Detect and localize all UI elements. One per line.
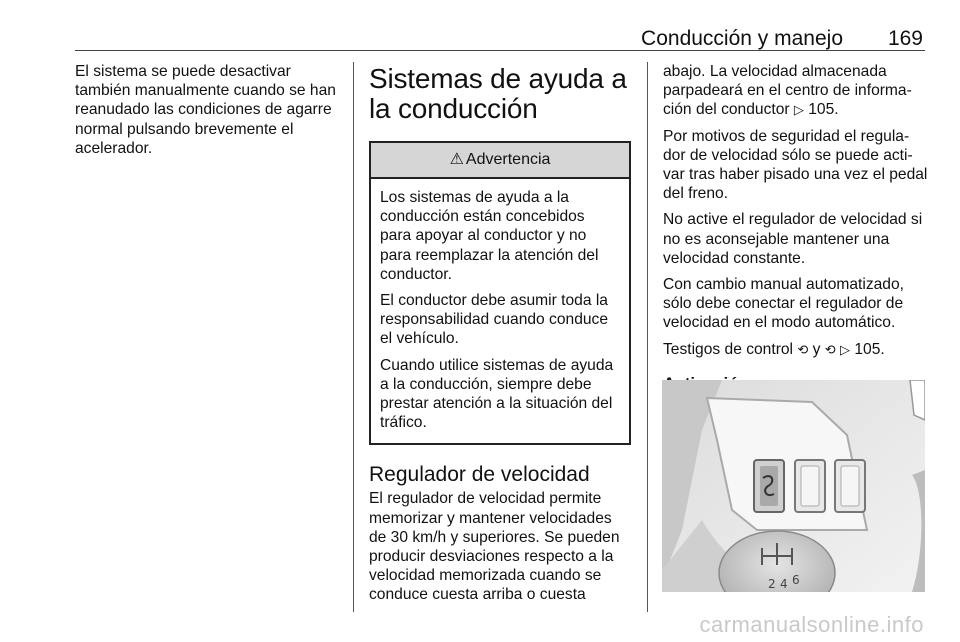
paragraph-text: y <box>812 340 821 358</box>
dashboard-switch-photo <box>662 380 925 592</box>
paragraph-text: Testigos de control <box>663 340 794 358</box>
warning-header <box>371 143 629 179</box>
watermark: carmanualsonline.info <box>699 612 924 637</box>
paragraph <box>663 62 929 120</box>
warning-paragraph: Los sistemas de ayuda a la conducción están concebidos para apoyar al conductor y no para reemplazar la atención del conductor. <box>380 189 599 283</box>
page-header-title: Conducción y manejo <box>641 27 843 50</box>
warning-body <box>371 179 629 443</box>
cruise-control-set-icon: ⟲ <box>824 341 836 357</box>
warning-box <box>369 141 631 445</box>
paragraph: Con cambio manual automatizado, sólo debe conectar el regulador de velocidad en el modo automático. <box>663 276 904 332</box>
gear-label: 6 <box>792 573 800 587</box>
subsection-heading: Regulador de velocidad <box>369 463 590 487</box>
page-header <box>75 22 925 51</box>
page-number: 169 <box>887 27 923 50</box>
gear-label: 2 <box>768 577 776 591</box>
dashboard-switch-illustration <box>662 380 925 592</box>
paragraph: El regulador de velocidad permite memorizar y mantener velocidades de 30 km/h y superiores. Se pueden producir desviaciones respecto a la velocidad memorizada cuando se conduce cuesta arriba o cuesta <box>369 490 620 604</box>
page-reference-icon: ▷ <box>793 102 804 118</box>
page-reference-icon: ▷ <box>840 341 851 357</box>
column-2 <box>369 62 631 612</box>
column-3 <box>663 62 929 409</box>
gear-label: 4 <box>780 577 788 591</box>
paragraph: El sistema se puede desactivar también manualmente cuando se han reanudado las condiciones de agarre normal pulsando brevemente el acelerador. <box>75 63 336 157</box>
column-1 <box>75 62 343 165</box>
paragraph: Por motivos de seguridad el regula-dor de velocidad sólo se puede acti-var tras haber pisado una vez el pedal del freno. <box>663 127 928 203</box>
warning-triangle-icon: ⚠ <box>449 151 464 169</box>
paragraph <box>663 340 929 359</box>
warning-title: Advertencia <box>465 151 551 169</box>
cruise-control-icon: ⟲ <box>797 341 809 357</box>
page-reference: 105. <box>854 340 885 358</box>
column-divider <box>647 62 648 612</box>
page-reference: 105. <box>808 101 839 119</box>
column-divider <box>353 62 354 612</box>
warning-paragraph: Cuando utilice sistemas de ayuda a la conducción, siempre debe prestar atención a la situación del tráfico. <box>380 356 614 432</box>
paragraph-text: abajo. La velocidad almacenada parpadeará en el centro de informa-ción del conductor <box>663 63 912 119</box>
paragraph: No active el regulador de velocidad si no es aconsejable mantener una velocidad constante. <box>663 211 923 267</box>
warning-paragraph: El conductor debe asumir toda la responsabilidad cuando conduce el vehículo. <box>380 292 609 348</box>
section-heading: Sistemas de ayuda a la conducción <box>369 63 627 124</box>
